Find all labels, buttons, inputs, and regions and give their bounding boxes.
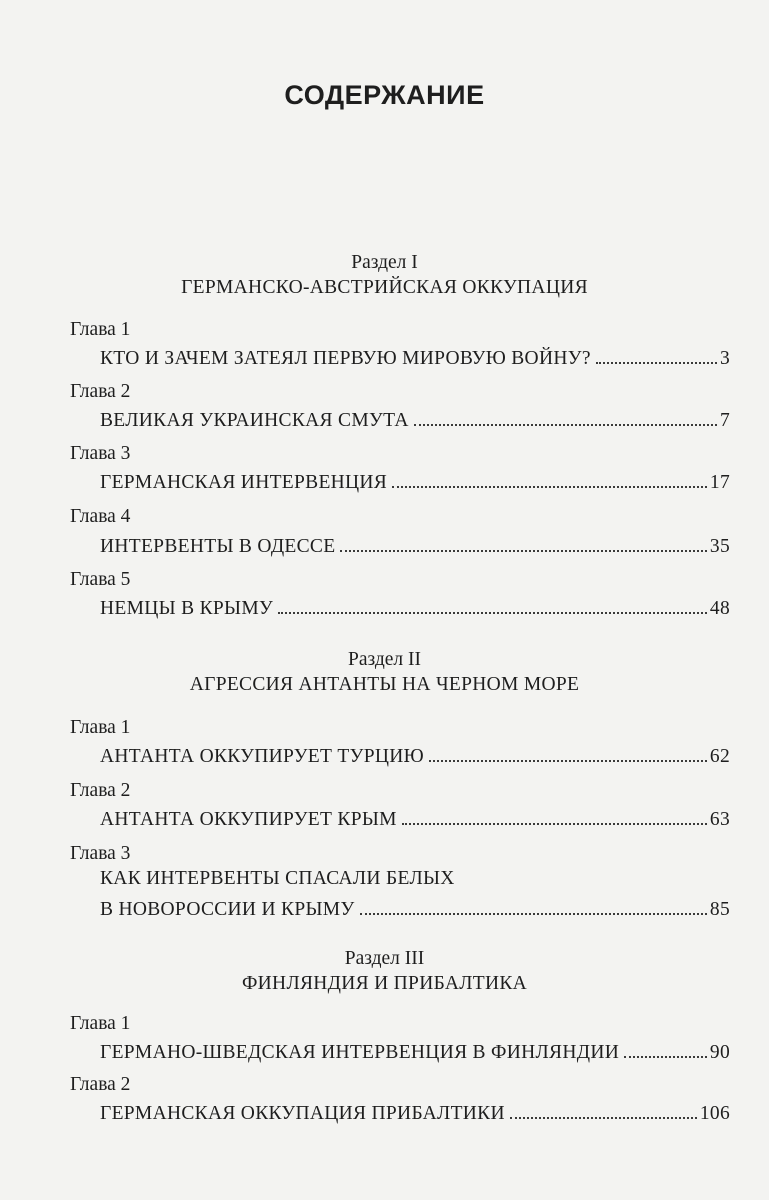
toc-entry-page: 35 [709,536,730,557]
section-1-title: ГЕРМАНСКО-АВСТРИЙСКАЯ ОККУПАЦИЯ [181,277,588,298]
toc-entry-page: 48 [709,598,730,619]
toc-entry-title: ГЕРМАНСКАЯ ИНТЕРВЕНЦИЯ [100,472,388,493]
section-3-label: Раздел III [344,948,425,969]
toc-entry-page: 3 [719,348,730,369]
toc-entry[interactable] [100,740,730,766]
section-2-label: Раздел II [347,649,422,670]
toc-entry[interactable] [100,893,730,919]
toc-entry[interactable] [100,404,730,430]
toc-entry-title: ВЕЛИКАЯ УКРАИНСКАЯ СМУТА [100,410,409,431]
toc-entry-page: 62 [709,746,730,767]
toc-entry[interactable] [100,342,730,368]
dot-leader [624,1036,707,1058]
toc-entry-title: НЕМЦЫ В КРЫМУ [100,598,274,619]
toc-entry-page: 17 [709,472,730,493]
dot-leader [596,342,717,364]
dot-leader [278,592,707,614]
toc-entry[interactable] [100,803,730,829]
toc-entry-title-line-1[interactable]: КАК ИНТЕРВЕНТЫ СПАСАЛИ БЕЛЫХ [100,868,455,889]
chapter-label: Глава 4 [70,506,131,527]
chapter-label: Глава 5 [70,569,131,590]
dot-leader [360,893,707,915]
section-1-label: Раздел I [351,252,418,273]
dot-leader [392,466,707,488]
toc-entry-title: АНТАНТА ОККУПИРУЕТ КРЫМ [100,809,397,830]
toc-entry[interactable] [100,466,730,492]
section-3-title: ФИНЛЯНДИЯ И ПРИБАЛТИКА [241,973,528,994]
toc-entry-title: ИНТЕРВЕНТЫ В ОДЕССЕ [100,536,336,557]
chapter-label: Глава 2 [70,381,131,402]
dot-leader [510,1097,697,1119]
dot-leader [414,404,717,426]
toc-entry[interactable] [100,592,730,618]
toc-entry-title: ГЕРМАНО-ШВЕДСКАЯ ИНТЕРВЕНЦИЯ В ФИНЛЯНДИИ [100,1042,620,1063]
toc-entry[interactable] [100,1097,730,1123]
chapter-label: Глава 3 [70,843,131,864]
toc-entry-title: ГЕРМАНСКАЯ ОККУПАЦИЯ ПРИБАЛТИКИ [100,1103,505,1124]
toc-entry-page: 90 [709,1042,730,1063]
toc-entry-page: 63 [709,809,730,830]
chapter-label: Глава 2 [70,780,131,801]
dot-leader [402,803,707,825]
chapter-label: Глава 1 [70,1013,131,1034]
section-2-title: АГРЕССИЯ АНТАНТЫ НА ЧЕРНОМ МОРЕ [189,674,580,695]
toc-entry-title: АНТАНТА ОККУПИРУЕТ ТУРЦИЮ [100,746,424,767]
chapter-label: Глава 3 [70,443,131,464]
chapter-label: Глава 1 [70,717,131,738]
chapter-label: Глава 1 [70,319,131,340]
toc-entry[interactable] [100,530,730,556]
toc-entry-title: В НОВОРОССИИ И КРЫМУ [100,899,355,920]
dot-leader [429,740,707,762]
toc-entry-page: 106 [699,1103,730,1124]
toc-entry-page: 7 [719,410,730,431]
chapter-label: Глава 2 [70,1074,131,1095]
toc-entry[interactable] [100,1036,730,1062]
dot-leader [340,530,706,552]
toc-entry-page: 85 [709,899,730,920]
page-title: СОДЕРЖАНИЕ [284,80,485,110]
toc-entry-title: КТО И ЗАЧЕМ ЗАТЕЯЛ ПЕРВУЮ МИРОВУЮ ВОЙНУ? [100,348,591,369]
